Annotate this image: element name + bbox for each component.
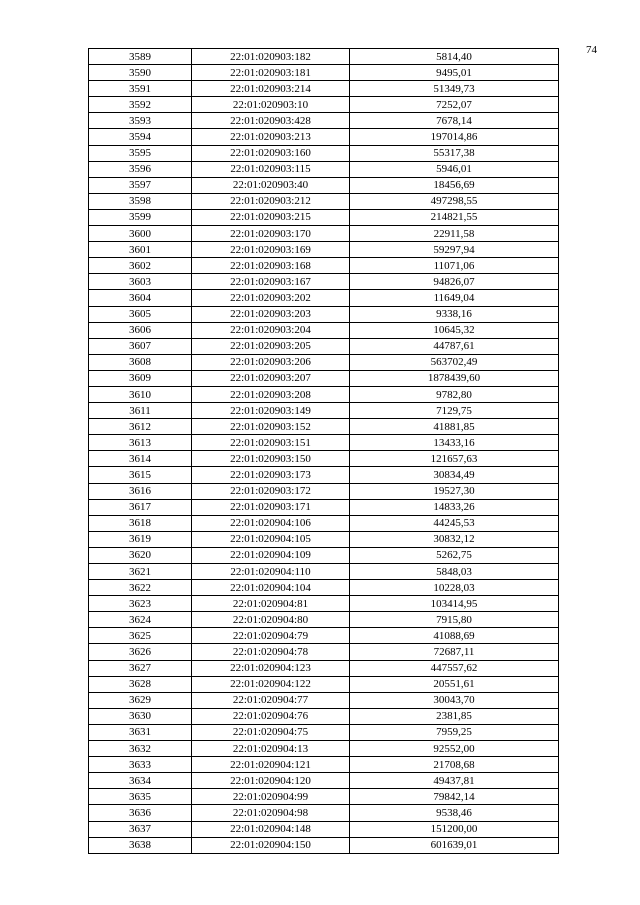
row-number-cell: 3605 (89, 306, 192, 322)
row-number-cell: 3602 (89, 258, 192, 274)
value-cell: 11649,04 (350, 290, 559, 306)
row-number-cell: 3631 (89, 724, 192, 740)
table-row (89, 274, 559, 290)
cadastral-number-cell: 22:01:020903:40 (192, 177, 350, 193)
cadastral-number-cell: 22:01:020904:75 (192, 724, 350, 740)
cadastral-number-cell: 22:01:020903:181 (192, 65, 350, 81)
table-row (89, 805, 559, 821)
cadastre-table (88, 48, 559, 854)
table-row (89, 644, 559, 660)
cadastral-number-cell: 22:01:020903:167 (192, 274, 350, 290)
cadastral-number-cell: 22:01:020904:104 (192, 580, 350, 596)
cadastral-number-cell: 22:01:020903:10 (192, 97, 350, 113)
row-number-cell: 3613 (89, 435, 192, 451)
value-cell: 497298,55 (350, 193, 559, 209)
table-row (89, 242, 559, 258)
row-number-cell: 3637 (89, 821, 192, 837)
value-cell: 41881,85 (350, 419, 559, 435)
row-number-cell: 3632 (89, 741, 192, 757)
table-row (89, 145, 559, 161)
value-cell: 30832,12 (350, 531, 559, 547)
value-cell: 51349,73 (350, 81, 559, 97)
row-number-cell: 3610 (89, 386, 192, 402)
table-row (89, 49, 559, 65)
row-number-cell: 3596 (89, 161, 192, 177)
row-number-cell: 3616 (89, 483, 192, 499)
row-number-cell: 3609 (89, 370, 192, 386)
table-row (89, 354, 559, 370)
value-cell: 59297,94 (350, 242, 559, 258)
table-row (89, 499, 559, 515)
value-cell: 10228,03 (350, 580, 559, 596)
table-row (89, 451, 559, 467)
value-cell: 72687,11 (350, 644, 559, 660)
row-number-cell: 3595 (89, 145, 192, 161)
table-row (89, 290, 559, 306)
row-number-cell: 3614 (89, 451, 192, 467)
value-cell: 447557,62 (350, 660, 559, 676)
value-cell: 49437,81 (350, 773, 559, 789)
table-row (89, 692, 559, 708)
cadastral-number-cell: 22:01:020903:206 (192, 354, 350, 370)
cadastral-number-cell: 22:01:020903:205 (192, 338, 350, 354)
cadastral-number-cell: 22:01:020904:120 (192, 773, 350, 789)
table-row (89, 757, 559, 773)
cadastral-number-cell: 22:01:020903:150 (192, 451, 350, 467)
row-number-cell: 3627 (89, 660, 192, 676)
value-cell: 55317,38 (350, 145, 559, 161)
row-number-cell: 3604 (89, 290, 192, 306)
row-number-cell: 3630 (89, 708, 192, 724)
row-number-cell: 3593 (89, 113, 192, 129)
value-cell: 19527,30 (350, 483, 559, 499)
value-cell: 7129,75 (350, 403, 559, 419)
cadastral-number-cell: 22:01:020904:123 (192, 660, 350, 676)
row-number-cell: 3600 (89, 226, 192, 242)
value-cell: 9782,80 (350, 386, 559, 402)
table-row (89, 129, 559, 145)
cadastral-number-cell: 22:01:020903:115 (192, 161, 350, 177)
cadastral-number-cell: 22:01:020904:78 (192, 644, 350, 660)
cadastral-number-cell: 22:01:020904:148 (192, 821, 350, 837)
cadastral-number-cell: 22:01:020904:98 (192, 805, 350, 821)
table-row (89, 660, 559, 676)
row-number-cell: 3635 (89, 789, 192, 805)
cadastral-number-cell: 22:01:020904:80 (192, 612, 350, 628)
row-number-cell: 3625 (89, 628, 192, 644)
cadastral-number-cell: 22:01:020904:106 (192, 515, 350, 531)
table-row (89, 467, 559, 483)
cadastral-number-cell: 22:01:020903:173 (192, 467, 350, 483)
value-cell: 5262,75 (350, 547, 559, 563)
value-cell: 7252,07 (350, 97, 559, 113)
row-number-cell: 3633 (89, 757, 192, 773)
table-row (89, 773, 559, 789)
cadastral-number-cell: 22:01:020904:109 (192, 547, 350, 563)
table-row (89, 708, 559, 724)
row-number-cell: 3624 (89, 612, 192, 628)
table-row (89, 386, 559, 402)
table-row (89, 789, 559, 805)
table-row (89, 97, 559, 113)
value-cell: 10645,32 (350, 322, 559, 338)
value-cell: 92552,00 (350, 741, 559, 757)
value-cell: 7915,80 (350, 612, 559, 628)
table-row (89, 338, 559, 354)
table-row (89, 837, 559, 853)
cadastral-number-cell: 22:01:020904:121 (192, 757, 350, 773)
cadastral-number-cell: 22:01:020904:105 (192, 531, 350, 547)
table-row (89, 161, 559, 177)
row-number-cell: 3622 (89, 580, 192, 596)
cadastral-number-cell: 22:01:020903:168 (192, 258, 350, 274)
cadastral-number-cell: 22:01:020903:207 (192, 370, 350, 386)
cadastral-number-cell: 22:01:020903:214 (192, 81, 350, 97)
cadastral-number-cell: 22:01:020903:213 (192, 129, 350, 145)
value-cell: 18456,69 (350, 177, 559, 193)
table-row (89, 113, 559, 129)
cadastral-number-cell: 22:01:020903:151 (192, 435, 350, 451)
row-number-cell: 3629 (89, 692, 192, 708)
cadastral-number-cell: 22:01:020904:76 (192, 708, 350, 724)
cadastral-number-cell: 22:01:020903:204 (192, 322, 350, 338)
value-cell: 30043,70 (350, 692, 559, 708)
value-cell: 2381,85 (350, 708, 559, 724)
row-number-cell: 3592 (89, 97, 192, 113)
row-number-cell: 3597 (89, 177, 192, 193)
cadastral-number-cell: 22:01:020903:428 (192, 113, 350, 129)
value-cell: 197014,86 (350, 129, 559, 145)
value-cell: 121657,63 (350, 451, 559, 467)
cadastral-number-cell: 22:01:020904:79 (192, 628, 350, 644)
row-number-cell: 3591 (89, 81, 192, 97)
table-row (89, 435, 559, 451)
table-row (89, 676, 559, 692)
row-number-cell: 3599 (89, 209, 192, 225)
row-number-cell: 3590 (89, 65, 192, 81)
value-cell: 7959,25 (350, 724, 559, 740)
value-cell: 151200,00 (350, 821, 559, 837)
table-row (89, 483, 559, 499)
row-number-cell: 3619 (89, 531, 192, 547)
value-cell: 22911,58 (350, 226, 559, 242)
cadastral-number-cell: 22:01:020903:208 (192, 386, 350, 402)
cadastral-number-cell: 22:01:020904:150 (192, 837, 350, 853)
row-number-cell: 3603 (89, 274, 192, 290)
table-row (89, 580, 559, 596)
table-body (89, 49, 559, 854)
row-number-cell: 3617 (89, 499, 192, 515)
table-row (89, 821, 559, 837)
value-cell: 21708,68 (350, 757, 559, 773)
table-row (89, 209, 559, 225)
row-number-cell: 3618 (89, 515, 192, 531)
cadastral-number-cell: 22:01:020903:182 (192, 49, 350, 65)
row-number-cell: 3620 (89, 547, 192, 563)
row-number-cell: 3611 (89, 403, 192, 419)
value-cell: 11071,06 (350, 258, 559, 274)
row-number-cell: 3615 (89, 467, 192, 483)
table-row (89, 612, 559, 628)
cadastral-number-cell: 22:01:020903:172 (192, 483, 350, 499)
value-cell: 5946,01 (350, 161, 559, 177)
value-cell: 13433,16 (350, 435, 559, 451)
table-row (89, 322, 559, 338)
row-number-cell: 3628 (89, 676, 192, 692)
row-number-cell: 3594 (89, 129, 192, 145)
table-row (89, 306, 559, 322)
row-number-cell: 3636 (89, 805, 192, 821)
cadastral-number-cell: 22:01:020904:122 (192, 676, 350, 692)
value-cell: 1878439,60 (350, 370, 559, 386)
cadastral-number-cell: 22:01:020903:170 (192, 226, 350, 242)
row-number-cell: 3634 (89, 773, 192, 789)
cadastral-number-cell: 22:01:020903:203 (192, 306, 350, 322)
cadastral-number-cell: 22:01:020903:212 (192, 193, 350, 209)
value-cell: 7678,14 (350, 113, 559, 129)
row-number-cell: 3607 (89, 338, 192, 354)
table-row (89, 370, 559, 386)
table-row (89, 177, 559, 193)
cadastral-number-cell: 22:01:020904:81 (192, 596, 350, 612)
value-cell: 44787,61 (350, 338, 559, 354)
row-number-cell: 3621 (89, 564, 192, 580)
row-number-cell: 3626 (89, 644, 192, 660)
table-row (89, 547, 559, 563)
table-row (89, 403, 559, 419)
value-cell: 5848,03 (350, 564, 559, 580)
table-row (89, 531, 559, 547)
value-cell: 30834,49 (350, 467, 559, 483)
value-cell: 214821,55 (350, 209, 559, 225)
value-cell: 9495,01 (350, 65, 559, 81)
row-number-cell: 3589 (89, 49, 192, 65)
row-number-cell: 3601 (89, 242, 192, 258)
table-row (89, 628, 559, 644)
cadastral-number-cell: 22:01:020903:149 (192, 403, 350, 419)
value-cell: 103414,95 (350, 596, 559, 612)
cadastral-number-cell: 22:01:020904:99 (192, 789, 350, 805)
value-cell: 20551,61 (350, 676, 559, 692)
cadastral-number-cell: 22:01:020903:160 (192, 145, 350, 161)
value-cell: 601639,01 (350, 837, 559, 853)
page-number: 74 (586, 44, 597, 56)
cadastral-number-cell: 22:01:020903:169 (192, 242, 350, 258)
table-row (89, 596, 559, 612)
row-number-cell: 3623 (89, 596, 192, 612)
cadastral-number-cell: 22:01:020903:152 (192, 419, 350, 435)
row-number-cell: 3598 (89, 193, 192, 209)
table-row (89, 564, 559, 580)
table-row (89, 226, 559, 242)
value-cell: 41088,69 (350, 628, 559, 644)
value-cell: 44245,53 (350, 515, 559, 531)
value-cell: 14833,26 (350, 499, 559, 515)
table-row (89, 81, 559, 97)
value-cell: 9538,46 (350, 805, 559, 821)
cadastral-number-cell: 22:01:020903:202 (192, 290, 350, 306)
table-row (89, 741, 559, 757)
value-cell: 94826,07 (350, 274, 559, 290)
table-row (89, 515, 559, 531)
cadastral-number-cell: 22:01:020904:110 (192, 564, 350, 580)
row-number-cell: 3612 (89, 419, 192, 435)
value-cell: 79842,14 (350, 789, 559, 805)
cadastral-number-cell: 22:01:020904:77 (192, 692, 350, 708)
table-row (89, 65, 559, 81)
table-row (89, 193, 559, 209)
value-cell: 9338,16 (350, 306, 559, 322)
cadastral-number-cell: 22:01:020903:215 (192, 209, 350, 225)
row-number-cell: 3608 (89, 354, 192, 370)
row-number-cell: 3638 (89, 837, 192, 853)
table-row (89, 258, 559, 274)
row-number-cell: 3606 (89, 322, 192, 338)
table-row (89, 724, 559, 740)
cadastral-number-cell: 22:01:020903:171 (192, 499, 350, 515)
value-cell: 5814,40 (350, 49, 559, 65)
table-row (89, 419, 559, 435)
value-cell: 563702,49 (350, 354, 559, 370)
cadastral-number-cell: 22:01:020904:13 (192, 741, 350, 757)
